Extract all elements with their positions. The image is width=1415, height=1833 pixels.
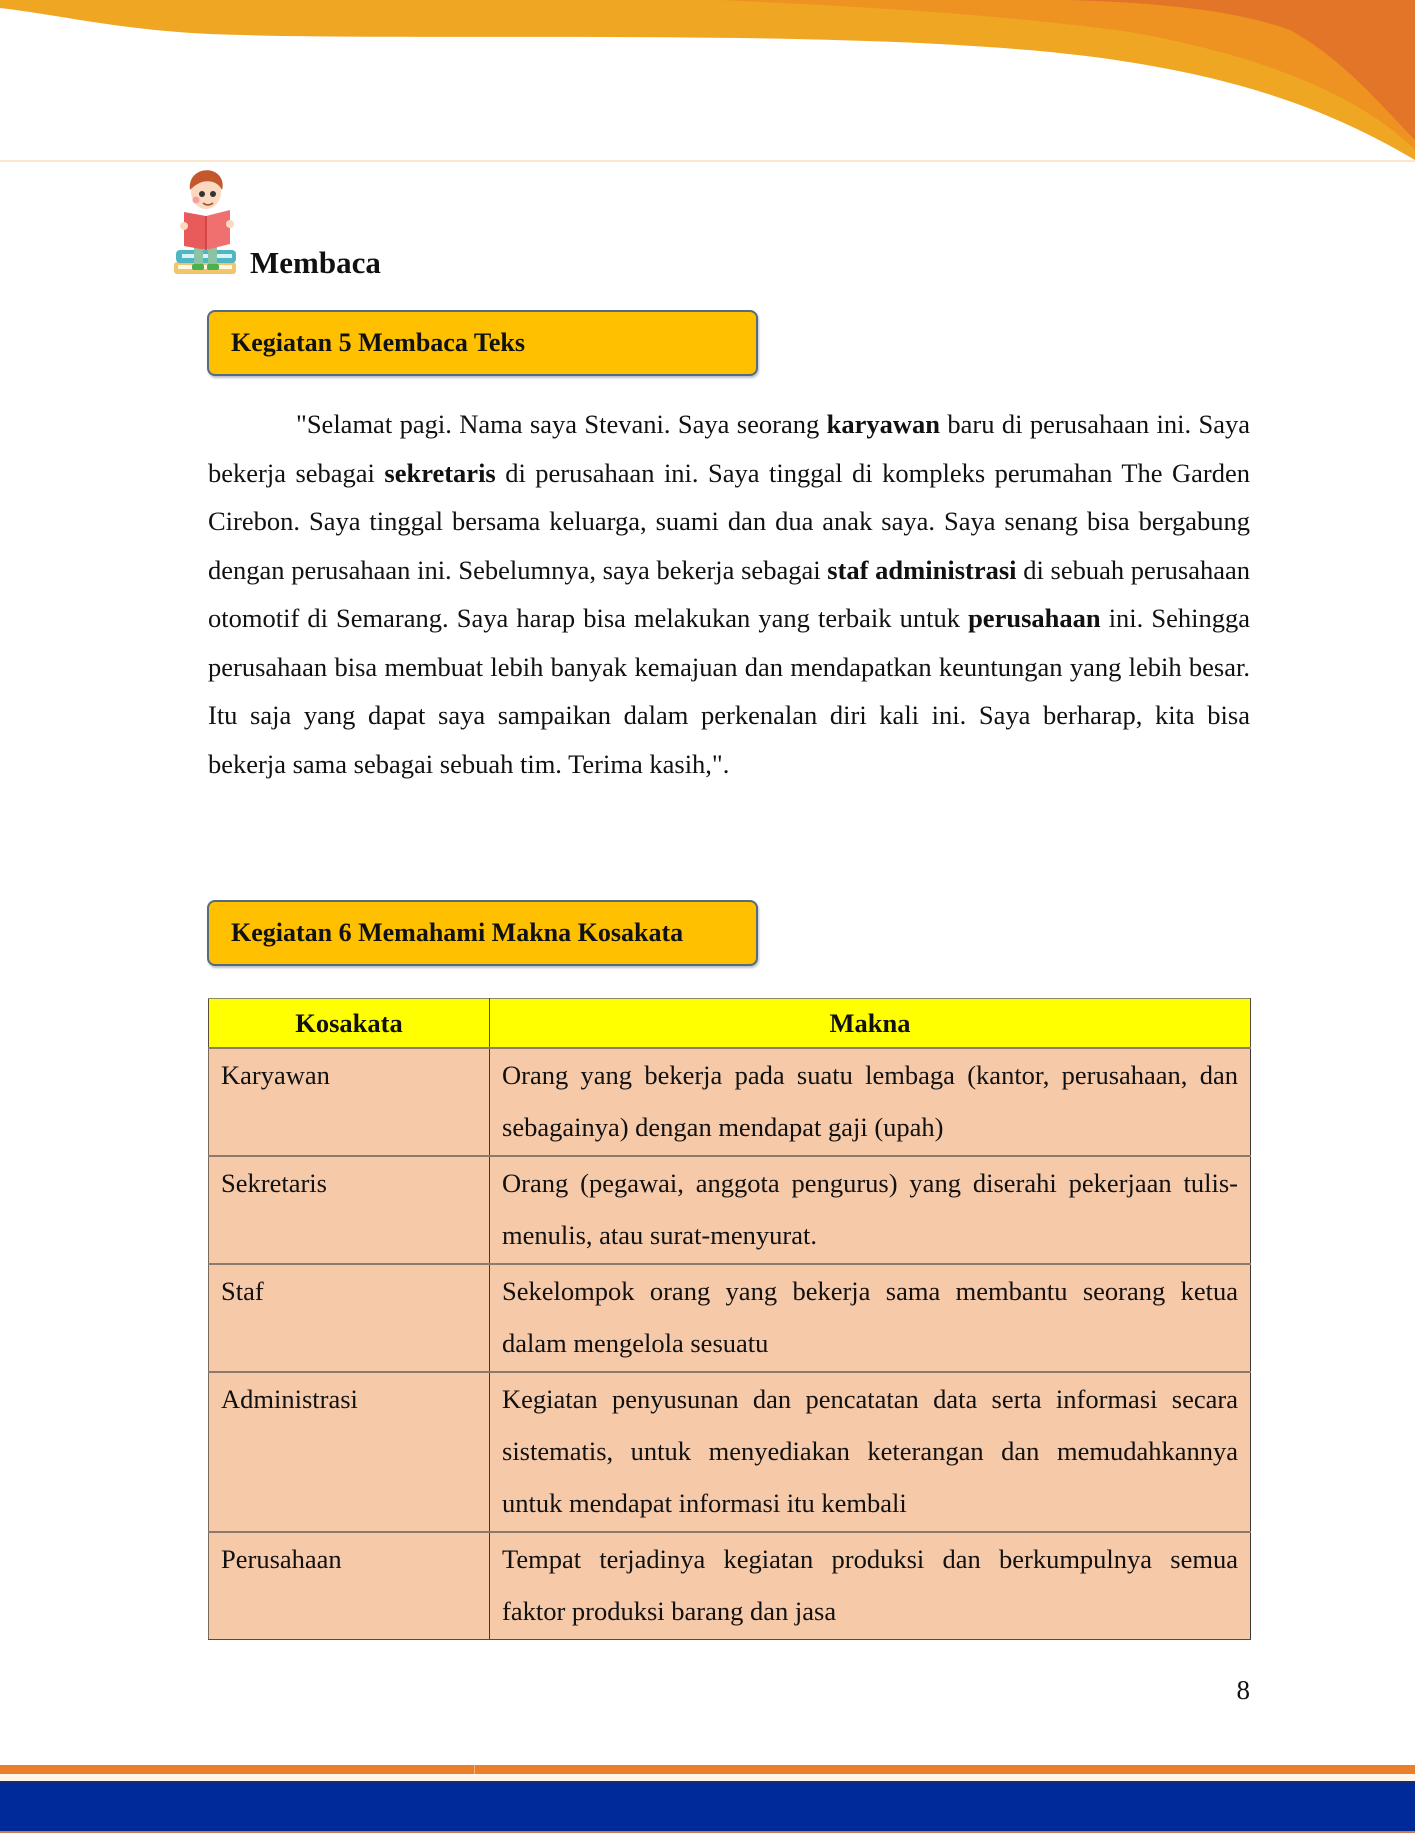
term-cell: Karyawan xyxy=(209,1048,490,1156)
footer-orange-divider xyxy=(474,1765,475,1774)
text-segment: di perusahaan ini. Saya tinggal di kompleks perumahan The Garden Cirebon. Saya tinggal bersama keluarga, suami dan dua anak saya. Saya senang bisa bergabung dengan perusahaan ini. Sebelumnya, saya bekerja sebagai xyxy=(208,457,1250,585)
footer-orange-band xyxy=(0,1765,1415,1774)
meaning-cell: Sekelompok orang yang bekerja sama membantu seorang ketua dalam mengelola sesuatu xyxy=(490,1264,1251,1372)
vocabulary-table xyxy=(208,998,1251,1640)
term-cell: Administrasi xyxy=(209,1372,490,1532)
child-reading-book-icon xyxy=(172,168,244,280)
section-title: Membaca xyxy=(250,245,381,280)
activity-6-title-box xyxy=(207,900,758,966)
table-row xyxy=(209,1156,1251,1264)
header-wave-decoration xyxy=(0,0,1415,165)
keyword-sekretaris: sekretaris xyxy=(384,457,496,488)
footer-pale-band xyxy=(0,1774,1415,1781)
meaning-cell: Orang (pegawai, anggota pengurus) yang diserahi pekerjaan tulis-menulis, atau surat-menyurat. xyxy=(490,1156,1251,1264)
term-cell: Sekretaris xyxy=(209,1156,490,1264)
text-segment: baru di perusahaan ini. Saya bekerja sebagai xyxy=(208,409,1251,488)
activity-5-title: Kegiatan 5 Membaca Teks xyxy=(231,328,525,357)
meaning-cell: Kegiatan penyusunan dan pencatatan data serta informasi secara sistematis, untuk menyediakan keterangan dan memudahkannya untuk mendapat informasi itu kembali xyxy=(490,1372,1251,1532)
column-header-makna: Makna xyxy=(490,999,1251,1049)
reading-passage xyxy=(208,400,1250,788)
keyword-perusahaan: perusahaan xyxy=(968,603,1101,633)
term-cell: Staf xyxy=(209,1264,490,1372)
meaning-cell: Orang yang bekerja pada suatu lembaga (kantor, perusahaan, dan sebagainya) dengan mendapat gaji (upah) xyxy=(490,1048,1251,1156)
term-cell: Perusahaan xyxy=(209,1532,490,1640)
column-header-kosakata: Kosakata xyxy=(209,999,490,1049)
table-row xyxy=(209,1048,1251,1156)
page-number: 8 xyxy=(1236,1675,1250,1705)
text-segment: ini. Sehingga perusahaan bisa membuat lebih banyak kemajuan dan mendapatkan keuntungan yang lebih besar. Itu saja yang dapat saya sampaikan dalam perkenalan diri kali ini. Saya berharap, kita bisa bekerja sama sebagai sebuah tim. Terima kasih,". xyxy=(208,603,1250,779)
table-row xyxy=(209,1264,1251,1372)
keyword-karyawan: karyawan xyxy=(826,409,941,439)
table-row xyxy=(209,1372,1251,1532)
header-rule xyxy=(0,160,1415,162)
text-segment: "Selamat pagi. Nama saya Stevani. Saya seorang xyxy=(296,409,827,439)
table-row xyxy=(209,1532,1251,1640)
activity-6-title: Kegiatan 6 Memahami Makna Kosakata xyxy=(231,918,684,947)
text-segment: di sebuah perusahaan otomotif di Semarang. Saya harap bisa melakukan yang terbaik untuk xyxy=(208,554,1250,633)
meaning-cell: Tempat terjadinya kegiatan produksi dan berkumpulnya semua faktor produksi barang dan jasa xyxy=(490,1532,1251,1640)
footer-blue-band xyxy=(0,1781,1415,1833)
keyword-staf-administrasi: staf administrasi xyxy=(827,554,1017,585)
section-heading xyxy=(172,168,381,280)
table-header-row xyxy=(209,999,1251,1049)
reading-paragraph xyxy=(208,400,1250,788)
activity-5-title-box xyxy=(207,310,758,376)
